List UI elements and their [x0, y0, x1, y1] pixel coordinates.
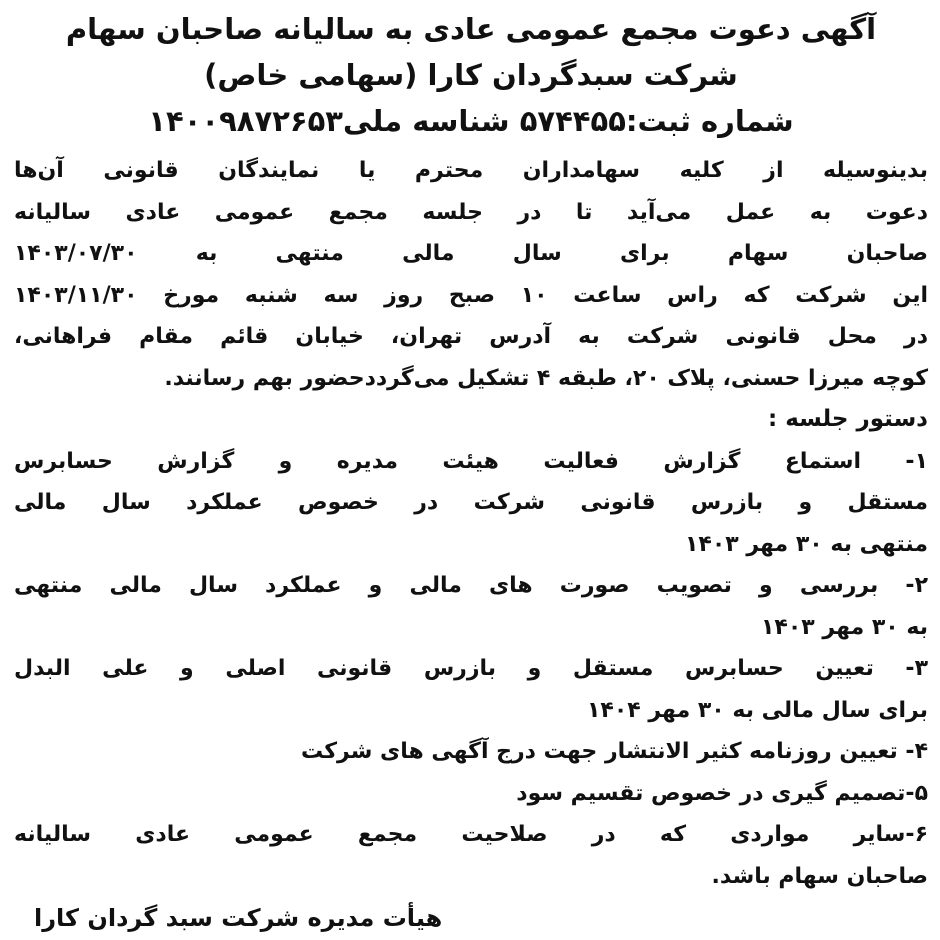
company-name: شرکت سبدگردان کارا (سهامی خاص) [204, 58, 738, 92]
agenda-item-4: ۴- تعیین روزنامه کثیر الانتشار جهت درج آگهی های شرکت [300, 739, 928, 764]
agenda-item-3: ۳- تعیین حسابرس مستقل و بازرس قانونی اصلی و علی البدل [14, 656, 928, 681]
agenda-item-6: صاحبان سهام باشد. [711, 863, 928, 889]
announcement-title: آگهی دعوت مجمع عمومی عادی به سالیانه صاحبان سهام [65, 12, 877, 46]
intro-line: صاحبان سهام برای سال مالی منتهی به ۱۴۰۳/۰۷/۳۰ [14, 241, 928, 266]
intro-line: کوچه میرزا حسنی، پلاک ۲۰، طبقه ۴ تشکیل می‌گرددحضور بهم رسانند. [164, 365, 928, 391]
intro-line: در محل قانونی شرکت به آدرس تهران، خیابان قائم مقام فراهانی، [14, 324, 928, 349]
agenda-item-1: منتهی به ۳۰ مهر ۱۴۰۳ [684, 531, 928, 557]
agenda-item-1: مستقل و بازرس قانونی شرکت در خصوص عملکرد سال مالی [14, 490, 928, 515]
registration-info: شماره ثبت:۵۷۴۴۵۵ شناسه ملی۱۴۰۰۹۸۷۲۶۵۳ [148, 104, 794, 138]
agenda-item-6: ۶-سایر مواردی که در صلاحیت مجمع عمومی عادی سالیانه [14, 822, 928, 847]
agenda-item-3: برای سال مالی به ۳۰ مهر ۱۴۰۴ [586, 697, 928, 723]
board-signature: هیأت مدیره شرکت سبد گردان کارا [34, 904, 443, 932]
intro-line: دعوت به عمل می‌آید تا در جلسه مجمع عمومی عادی سالیانه [14, 199, 928, 225]
agenda-item-1: ۱- استماع گزارش فعالیت هیئت مدیره و گزارش حسابرس [14, 448, 928, 474]
agenda-title: دستور جلسه : [767, 406, 928, 432]
agenda-item-2: به ۳۰ مهر ۱۴۰۳ [761, 614, 928, 640]
intro-line: این شرکت که راس ساعت ۱۰ صبح روز سه شنبه مورخ ۱۴۰۳/۱۱/۳۰ [14, 282, 928, 308]
agenda-item-2: ۲- بررسی و تصویب صورت های مالی و عملکرد سال مالی منتهی [14, 573, 928, 598]
intro-line: بدینوسیله از کلیه سهامداران محترم یا نمایندگان قانونی آن‌ها [14, 158, 928, 183]
agenda-item-5: ۵-تصمیم گیری در خصوص تقسیم سود [516, 780, 928, 806]
announcement-body [14, 150, 928, 897]
